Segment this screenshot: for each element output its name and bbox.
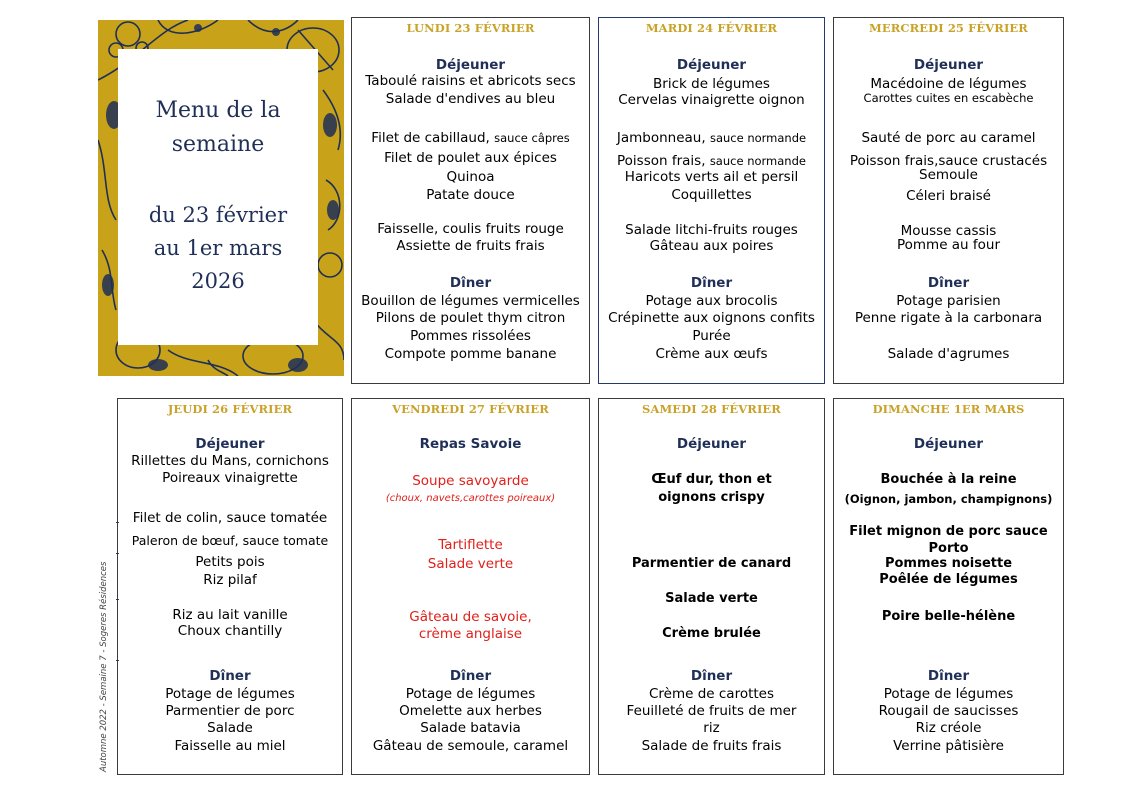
menu-item: Crème aux œufs	[655, 346, 768, 362]
menu-item: crème anglaise	[418, 626, 523, 642]
menu-item: Tartiflette	[438, 537, 503, 553]
menu-item: Coquillettes	[671, 187, 752, 203]
menu-item: Pommes noisette	[884, 556, 1013, 571]
menu-item: Filet mignon de porc sauce	[849, 524, 1048, 539]
day-title: JEUDI 26 FÉVRIER	[167, 402, 293, 416]
menu-item: Penne rigate à la carbonara	[854, 310, 1043, 326]
menu-item: Rougail de saucisses	[878, 703, 1019, 719]
menu-item: Pomme au four	[896, 237, 1001, 253]
menu-item: Salade verte	[665, 591, 758, 606]
menu-item: Taboulé raisins et abricots secs	[365, 73, 576, 89]
dejeuner-heading: Déjeuner	[676, 436, 747, 452]
menu-item: Carottes cuites en escabèche	[863, 91, 1034, 105]
side-footnote: Automne 2022 - Semaine 7 - Sogeres Résidences	[99, 561, 109, 772]
menu-item: Pommes rissolées	[410, 328, 531, 344]
menu-item: Potage de légumes	[405, 686, 536, 702]
menu-item-note: (Oignon, jambon, champignons)	[844, 492, 1053, 506]
day-card-samedi	[598, 398, 825, 775]
menu-item: Petits pois	[195, 554, 265, 570]
menu-item: Purée	[692, 328, 731, 344]
menu-item: Compote pomme banane	[384, 346, 557, 362]
menu-item: Pilons de poulet thym citron	[375, 310, 566, 326]
menu-item: Salade d'endives au bleu	[385, 91, 556, 107]
menu-item: Haricots verts ail et persil	[624, 169, 799, 185]
menu-item: Porto	[928, 541, 969, 556]
menu-item: Parmentier de porc	[165, 703, 295, 719]
menu-item: Feuilleté de fruits de mer	[626, 703, 797, 719]
dejeuner-heading: Déjeuner	[676, 57, 747, 73]
dejeuner-heading: Déjeuner	[195, 436, 265, 452]
menu-item: Poêlée de légumes	[879, 572, 1018, 587]
menu-item: Œuf dur, thon et	[651, 472, 772, 487]
cover-panel	[98, 20, 344, 376]
day-card-lundi	[351, 17, 590, 384]
menu-item: Salade verte	[427, 556, 514, 572]
menu-item: Bouchée à la reine	[880, 472, 1017, 487]
diner-heading: Dîner	[690, 275, 733, 291]
menu-item: Macédoine de légumes	[870, 76, 1027, 92]
menu-item: Quinoa	[446, 169, 495, 185]
menu-item: Salade litchi-fruits rouges	[625, 222, 798, 238]
diner-heading: Dîner	[449, 668, 492, 684]
repas-savoie-heading: Repas Savoie	[419, 436, 522, 452]
menu-item-note: (choux, navets,carottes poireaux)	[385, 493, 556, 504]
menu-item: Poireaux vinaigrette	[162, 470, 298, 486]
menu-item: Mousse cassis	[900, 223, 997, 239]
menu-item: Paleron de bœuf, sauce tomate	[131, 533, 329, 548]
menu-item: Potage de légumes	[165, 686, 295, 702]
menu-item: Jambonneau, sauce normande	[616, 130, 807, 146]
menu-item: Omelette aux herbes	[399, 703, 542, 719]
menu-item: Assiette de fruits frais	[396, 238, 545, 254]
divider	[116, 660, 119, 661]
menu-item: Verrine pâtisière	[893, 738, 1004, 754]
day-title: SAMEDI 28 FÉVRIER	[642, 402, 781, 416]
menu-item: Salade batavia	[420, 720, 521, 736]
dejeuner-heading: Déjeuner	[913, 57, 984, 73]
diner-heading: Dîner	[927, 668, 970, 684]
menu-item: Patate douce	[426, 187, 515, 203]
menu-item: Poisson frais, sauce normande	[617, 153, 806, 169]
day-title: DIMANCHE 1ER MARS	[872, 402, 1025, 416]
menu-item: Gâteau de semoule, caramel	[372, 738, 569, 754]
menu-item: Riz créole	[915, 720, 982, 736]
menu-item: Crème brulée	[662, 626, 761, 641]
menu-item: Salade	[207, 720, 253, 736]
menu-item: Parmentier de canard	[631, 556, 792, 571]
menu-item: Potage aux brocolis	[645, 293, 778, 309]
menu-title: Menu de la semaine	[155, 98, 281, 157]
menu-item: Crépinette aux oignons confits	[608, 310, 815, 326]
menu-item: Filet de colin, sauce tomatée	[132, 510, 328, 526]
divider	[116, 599, 119, 600]
menu-item: Cervelas vinaigrette oignon	[618, 92, 805, 108]
divider	[116, 553, 119, 554]
day-title: MERCREDI 25 FÉVRIER	[869, 21, 1028, 35]
menu-item: Crème de carottes	[648, 686, 775, 702]
day-card-mardi	[598, 17, 825, 384]
cover-card	[118, 49, 318, 345]
menu-item: Filet de cabillaud, sauce câpres	[371, 130, 570, 146]
menu-item: Gâteau aux poires	[649, 238, 774, 254]
menu-item: Choux chantilly	[177, 623, 283, 639]
dejeuner-heading: Déjeuner	[435, 57, 506, 73]
day-title: VENDREDI 27 FÉVRIER	[392, 402, 549, 416]
menu-item: Filet de poulet aux épices	[384, 150, 557, 166]
divider	[116, 522, 119, 523]
menu-item: Gâteau de savoie,	[409, 609, 532, 625]
day-title: MARDI 24 FÉVRIER	[645, 21, 778, 35]
menu-item: Rillettes du Mans, cornichons	[131, 453, 329, 469]
day-card-dimanche	[833, 398, 1064, 775]
menu-item: riz	[703, 720, 720, 736]
menu-item: Potage parisien	[896, 293, 1001, 309]
menu-item: Poire belle-hélène	[881, 609, 1016, 624]
menu-dates: du 23 février au 1er mars 2026	[148, 203, 288, 293]
menu-item: Potage de légumes	[883, 686, 1014, 702]
menu-item: Riz pilaf	[203, 572, 257, 588]
day-title: LUNDI 23 FÉVRIER	[406, 21, 535, 35]
day-card-mercredi	[833, 17, 1064, 384]
menu-item: Faisselle au miel	[174, 738, 286, 754]
diner-heading: Dîner	[449, 275, 492, 291]
diner-heading: Dîner	[209, 668, 251, 684]
menu-item: Céleri braisé	[906, 188, 991, 204]
menu-item: Semoule	[919, 167, 978, 183]
day-card-vendredi	[351, 398, 590, 775]
diner-heading: Dîner	[690, 668, 733, 684]
menu-item: Poisson frais,sauce crustacés	[849, 153, 1048, 169]
day-card-jeudi	[117, 398, 343, 775]
menu-item: oignons crispy	[658, 490, 765, 505]
menu-item: Bouillon de légumes vermicelles	[361, 293, 580, 309]
menu-item: Salade de fruits frais	[641, 738, 782, 754]
menu-item: Brick de légumes	[653, 76, 770, 92]
menu-item: Soupe savoyarde	[412, 473, 529, 489]
menu-item: Salade d'agrumes	[887, 346, 1010, 362]
dejeuner-heading: Déjeuner	[913, 436, 984, 452]
menu-item: Faisselle, coulis fruits rouge	[377, 221, 564, 237]
diner-heading: Dîner	[927, 275, 970, 291]
menu-item: Riz au lait vanille	[172, 607, 288, 623]
menu-item: Sauté de porc au caramel	[861, 130, 1036, 146]
